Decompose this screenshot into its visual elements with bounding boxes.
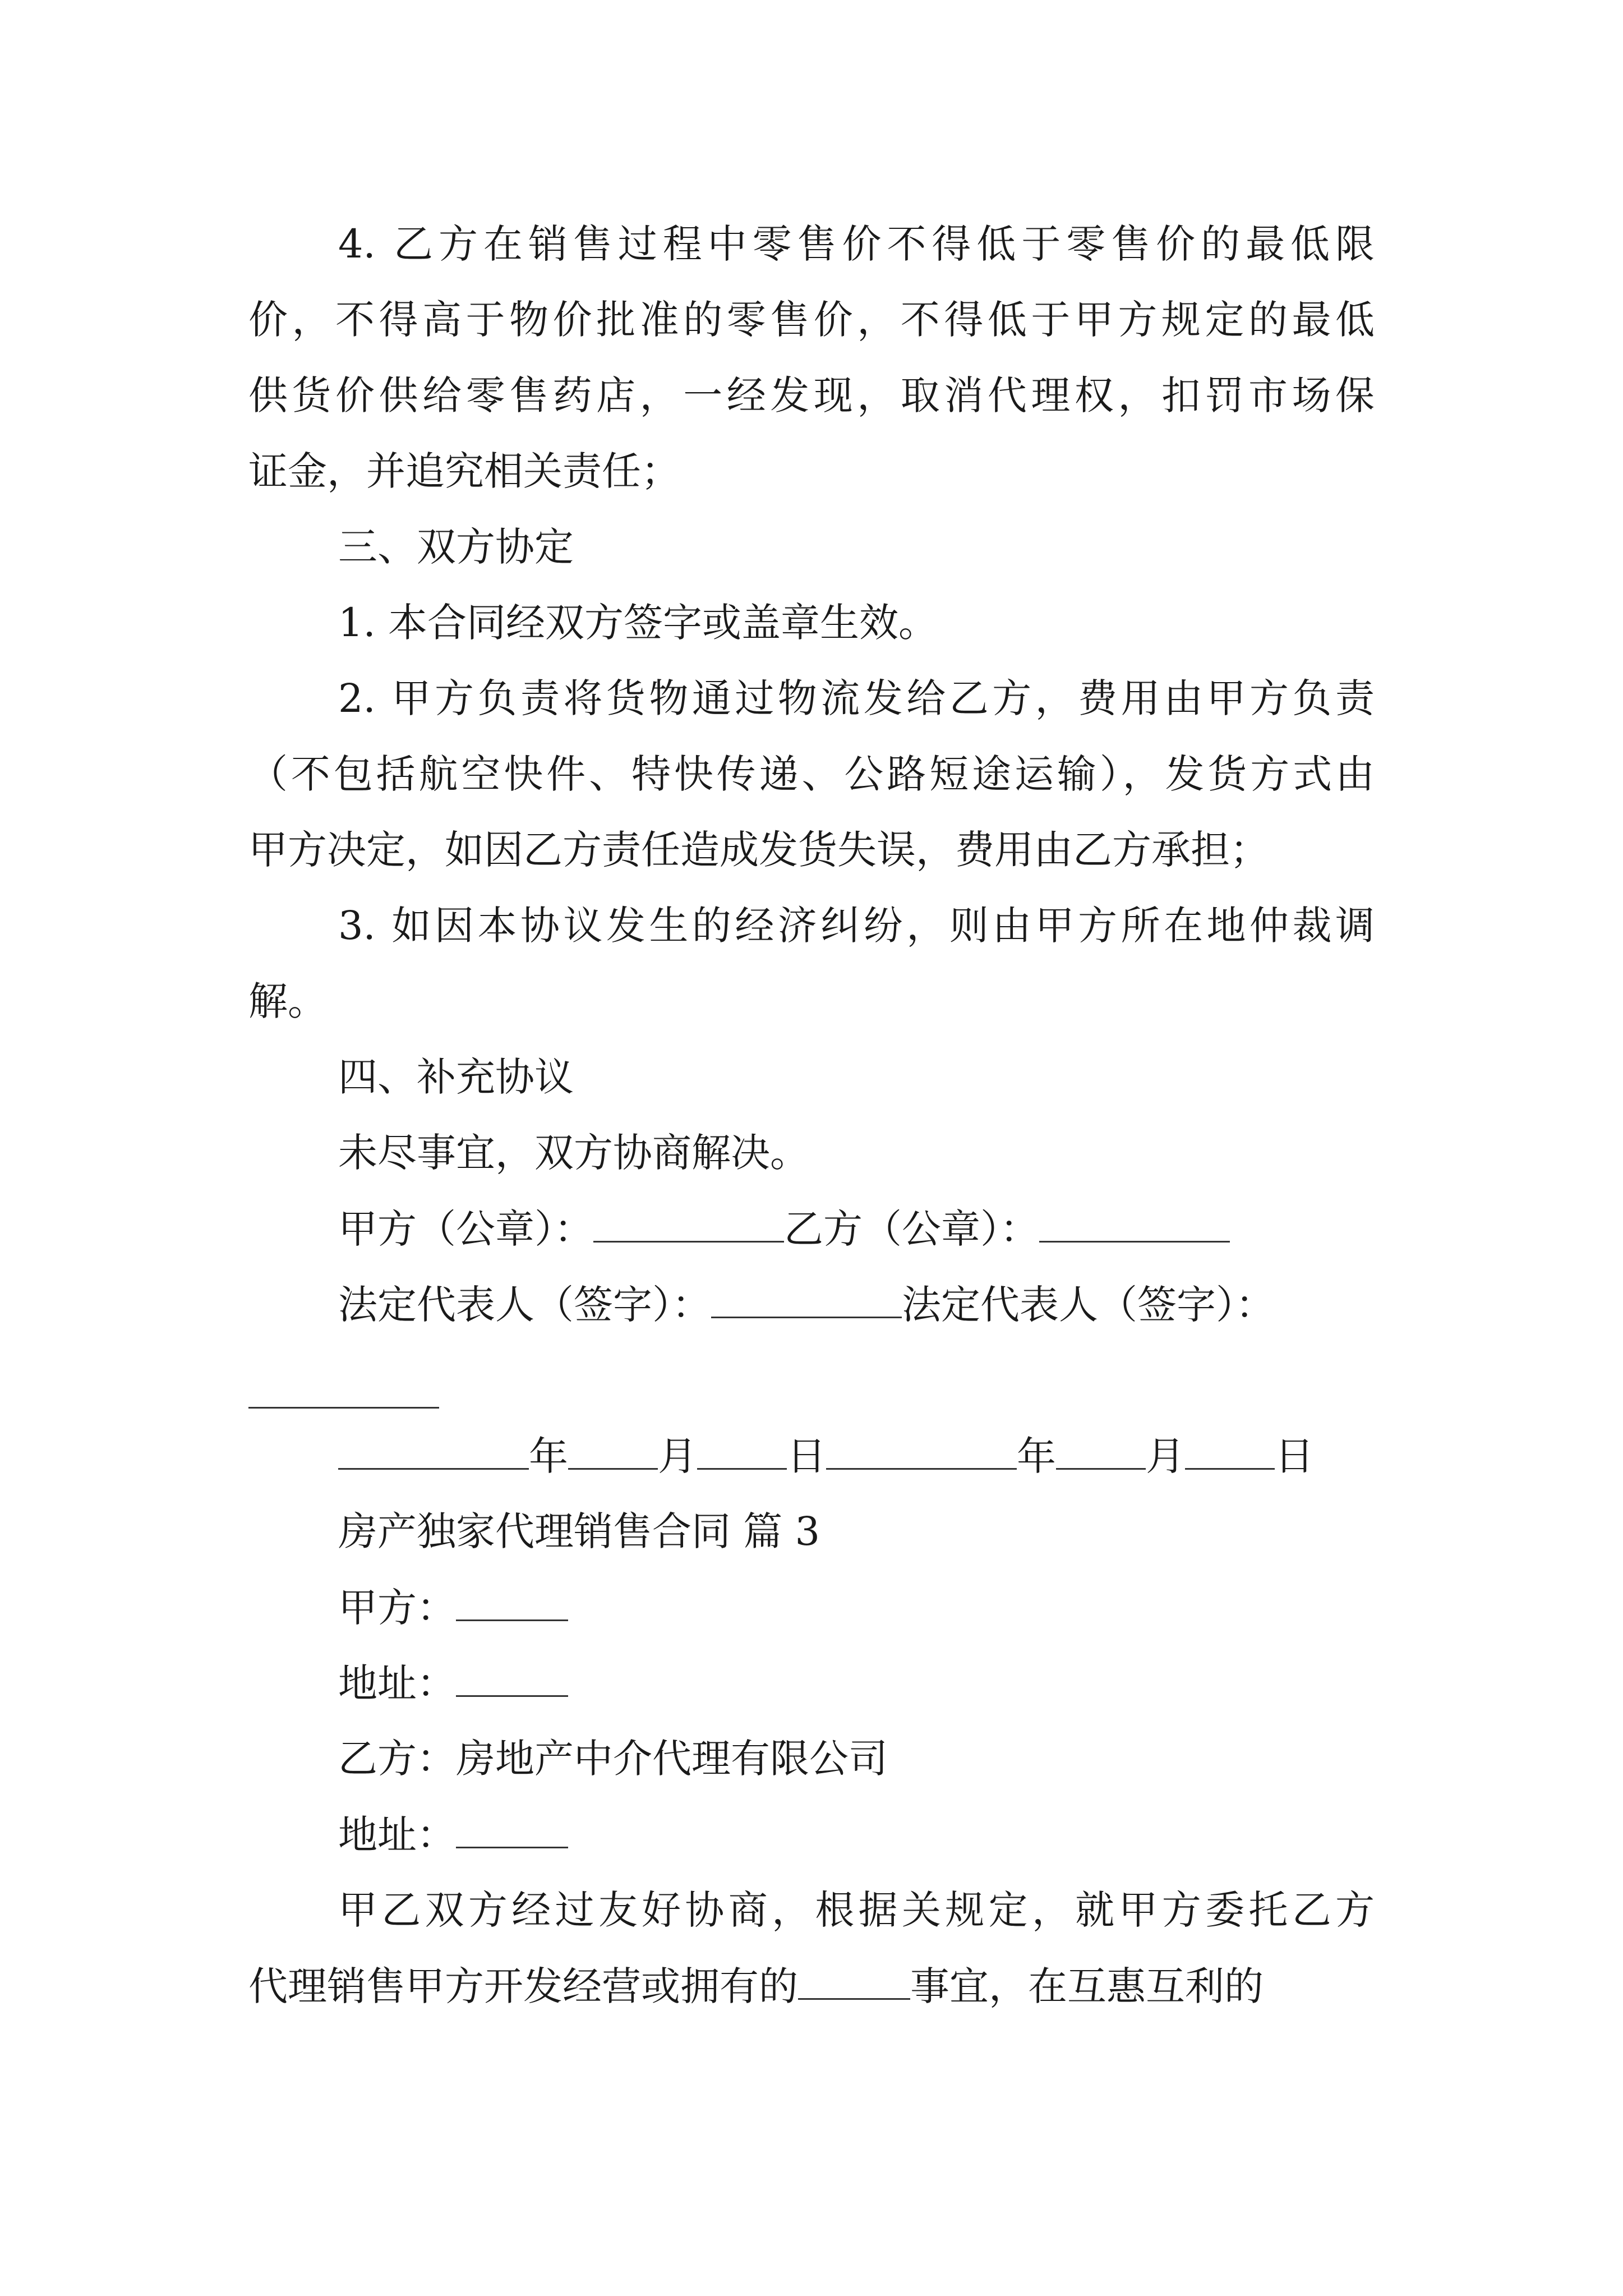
address-blank bbox=[456, 1660, 568, 1697]
paragraph-line: 未尽事宜，双方协商解决。 bbox=[338, 1130, 809, 1176]
month-blank-2 bbox=[1056, 1433, 1146, 1470]
year-label: 年 bbox=[529, 1433, 568, 1479]
section-heading: 三、双方协定 bbox=[338, 524, 574, 570]
rep-a-label: 法定代表人（签字）： bbox=[338, 1282, 711, 1328]
month-label: 月 bbox=[658, 1433, 697, 1479]
party-b-seal-label: 乙方（公章）： bbox=[784, 1206, 1039, 1252]
paragraph-line: 3. 如因本协议发生的经济纠纷，则由甲方所在地仲裁调 bbox=[338, 903, 1375, 949]
party-b-seal-blank bbox=[1039, 1206, 1230, 1243]
paragraph-line: 4. 乙方在销售过程中零售价不得低于零售价的最低限 bbox=[338, 221, 1375, 267]
year-blank bbox=[338, 1433, 529, 1470]
address-line bbox=[338, 1660, 568, 1706]
party-a-line bbox=[338, 1585, 568, 1630]
party-a-label: 甲方： bbox=[338, 1585, 456, 1631]
paragraph-line bbox=[248, 1963, 1264, 2009]
paragraph-line: 1. 本合同经双方签字或盖章生效。 bbox=[338, 600, 938, 646]
party-a-blank bbox=[456, 1585, 568, 1621]
rep-b-label: 法定代表人（签字）： bbox=[902, 1282, 1275, 1328]
day-blank-2 bbox=[1185, 1433, 1275, 1470]
day-label: 日 bbox=[787, 1433, 826, 1479]
contract-title: 房产独家代理销售合同 篇 3 bbox=[338, 1508, 820, 1554]
address-line bbox=[338, 1812, 568, 1857]
address-blank bbox=[456, 1812, 568, 1848]
paragraph-line: 价，不得高于物价批准的零售价，不得低于甲方规定的最低 bbox=[248, 297, 1375, 343]
paragraph-line: 甲方决定，如因乙方责任造成发货失误，费用由乙方承担； bbox=[248, 827, 1269, 873]
property-blank bbox=[798, 1963, 910, 2000]
rep-a-blank bbox=[711, 1282, 902, 1318]
address-label: 地址： bbox=[338, 1660, 456, 1706]
day-label-2: 日 bbox=[1275, 1433, 1314, 1479]
paragraph-line: （不包括航空快件、特快传递、公路短途运输），发货方式由 bbox=[248, 751, 1375, 797]
address-label: 地址： bbox=[338, 1812, 456, 1858]
representative-line bbox=[338, 1282, 1275, 1327]
seal-line bbox=[338, 1206, 1230, 1251]
year-label-2: 年 bbox=[1017, 1433, 1056, 1479]
paragraph-line: 2. 甲方负责将货物通过物流发给乙方，费用由甲方负责 bbox=[338, 675, 1375, 721]
party-a-seal-label: 甲方（公章）： bbox=[338, 1206, 593, 1252]
month-label-2: 月 bbox=[1146, 1433, 1185, 1479]
year-blank-2 bbox=[826, 1433, 1017, 1470]
date-line bbox=[338, 1433, 1314, 1479]
intro-text-b: 事宜，在互惠互利的 bbox=[910, 1963, 1264, 2009]
paragraph-line: 解。 bbox=[248, 978, 327, 1024]
paragraph-line: 供货价供给零售药店，一经发现，取消代理权，扣罚市场保 bbox=[248, 372, 1375, 418]
paragraph-line: 甲乙双方经过友好协商，根据关规定，就甲方委托乙方 bbox=[338, 1887, 1375, 1933]
day-blank bbox=[697, 1433, 787, 1470]
party-b-line: 乙方：房地产中介代理有限公司 bbox=[338, 1736, 888, 1782]
party-a-seal-blank bbox=[593, 1206, 784, 1243]
section-heading: 四、补充协议 bbox=[338, 1054, 574, 1100]
rep-b-blank bbox=[248, 1407, 439, 1409]
paragraph-line: 证金，并追究相关责任； bbox=[248, 448, 680, 494]
intro-text-a: 代理销售甲方开发经营或拥有的 bbox=[248, 1963, 798, 2009]
month-blank bbox=[568, 1433, 658, 1470]
